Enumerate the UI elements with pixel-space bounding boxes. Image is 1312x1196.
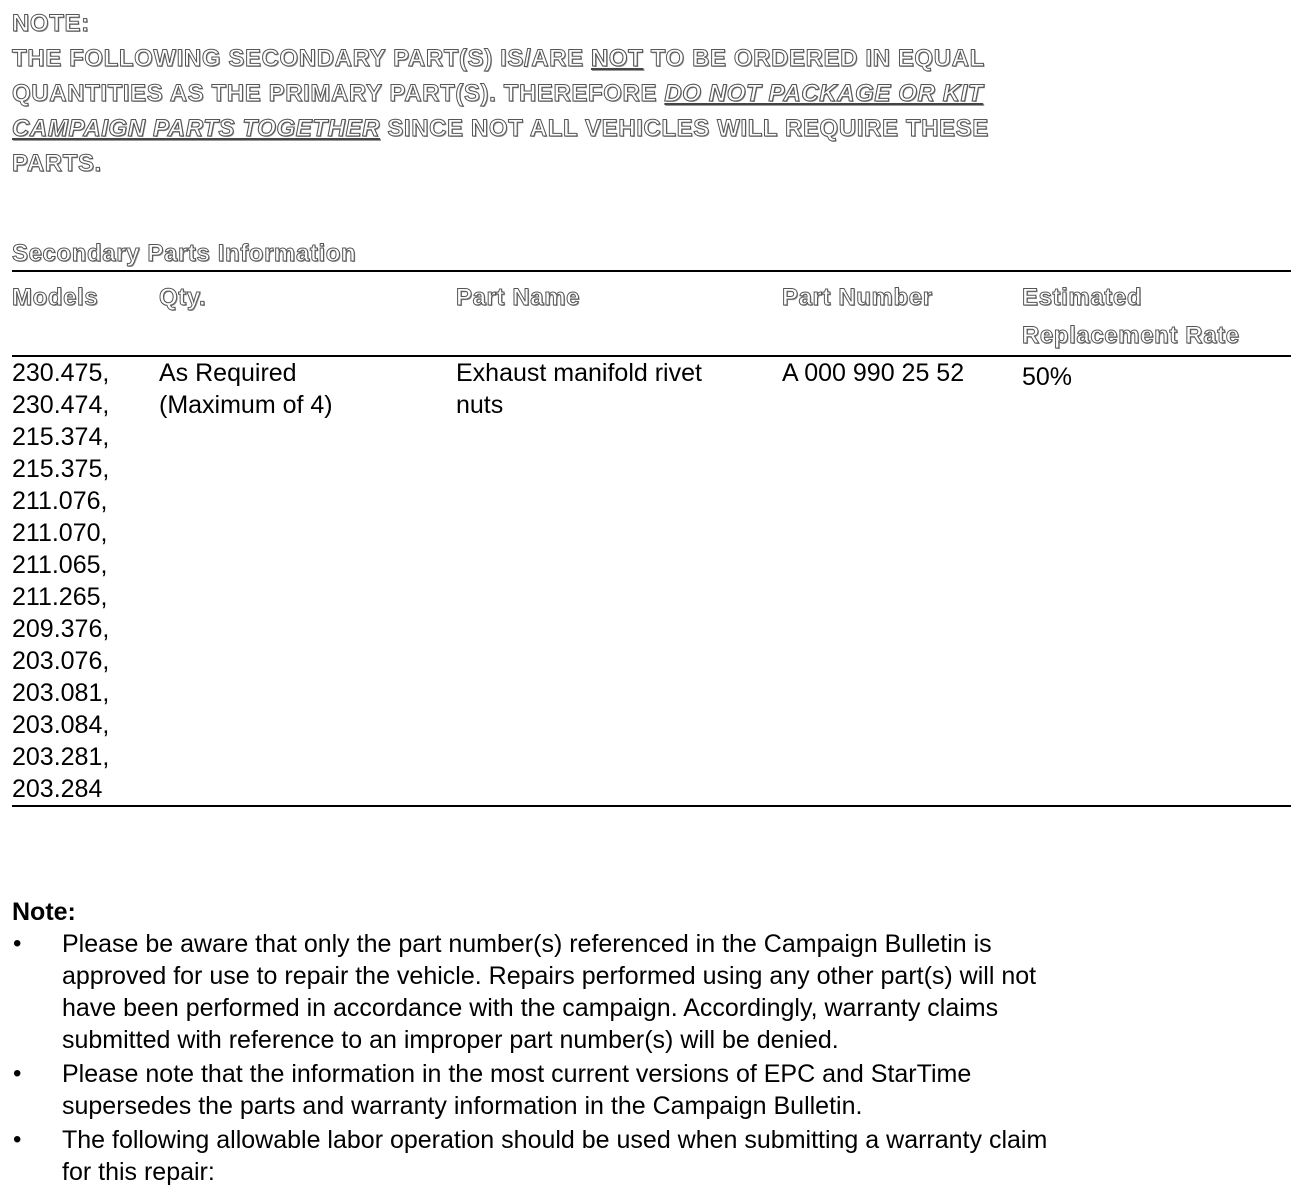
model-code: 230.475, — [12, 359, 110, 387]
table-header-row — [12, 271, 1291, 356]
model-code: 211.065, — [12, 551, 108, 579]
model-code: 203.281, — [12, 743, 110, 771]
header-part-name: Part Name — [456, 271, 782, 356]
secondary-parts-notice — [12, 6, 1212, 181]
part-number: A 000 990 25 52 — [782, 359, 965, 387]
note-line: Please note that the information in the most current versions of EPC and StarTime — [62, 1060, 972, 1088]
notice-line-3 — [12, 111, 1212, 146]
note-title: Note: — [12, 898, 76, 926]
notice-emphasis-do-not-package: DO NOT PACKAGE OR KIT — [664, 80, 984, 107]
model-code: 230.474, — [12, 391, 110, 419]
note-line: The following allowable labor operation should be used when submitting a warranty claim — [62, 1126, 1048, 1154]
notice-text: QUANTITIES AS THE PRIMARY PART(S). THEREFORE — [12, 80, 665, 107]
header-part-number: Part Number — [782, 271, 1022, 356]
cell-models — [12, 356, 159, 806]
model-code: 215.374, — [12, 423, 110, 451]
notice-text: THE FOLLOWING SECONDARY PART(S) IS/ARE — [12, 45, 591, 72]
notice-emphasis-not: NOT — [590, 45, 644, 72]
bullet-icon: • — [13, 1126, 22, 1153]
model-code: 215.375, — [12, 455, 110, 483]
model-code: 203.084, — [12, 711, 110, 739]
note-line: submitted with reference to an improper part number(s) will be denied. — [62, 1026, 839, 1054]
header-rate-line: Replacement Rate — [1022, 322, 1240, 349]
model-code: 203.284 — [12, 775, 103, 803]
qty-line: As Required — [159, 359, 297, 387]
bullet-icon: • — [13, 1060, 22, 1087]
bullet-icon: • — [13, 930, 22, 957]
section-title: Secondary Parts Information — [12, 240, 357, 267]
replacement-rate: 50% — [1022, 363, 1073, 391]
model-code: 211.076, — [12, 487, 108, 515]
notice-line-1 — [12, 41, 1212, 76]
notice-text: TO BE ORDERED IN EQUAL — [643, 45, 985, 72]
list-item — [12, 1124, 1222, 1188]
model-code: 209.376, — [12, 615, 110, 643]
note-line: supersedes the parts and warranty information in the Campaign Bulletin. — [62, 1092, 863, 1120]
header-rate-line: Estimated — [1022, 284, 1143, 311]
cell-replacement-rate — [1022, 356, 1291, 806]
model-code: 203.081, — [12, 679, 110, 707]
notice-line-4: PARTS. — [12, 150, 102, 177]
part-name-line: Exhaust manifold rivet — [456, 359, 702, 387]
notice-emphasis-campaign-parts: CAMPAIGN PARTS TOGETHER — [12, 115, 381, 142]
header-replacement-rate — [1022, 271, 1291, 356]
note-line: have been performed in accordance with the campaign. Accordingly, warranty claims — [62, 994, 999, 1022]
table-row — [12, 356, 1291, 806]
cell-part-number — [782, 356, 1022, 806]
cell-qty — [159, 356, 456, 806]
list-item — [12, 1058, 1222, 1122]
model-code: 203.076, — [12, 647, 110, 675]
model-code: 211.265, — [12, 583, 108, 611]
model-code: 211.070, — [12, 519, 108, 547]
note-line: Please be aware that only the part number(s) referenced in the Campaign Bulletin is — [62, 930, 992, 958]
qty-line: (Maximum of 4) — [159, 391, 333, 419]
header-models: Models — [12, 271, 159, 356]
note-line: for this repair: — [62, 1158, 215, 1186]
notice-heading: NOTE: — [12, 10, 90, 37]
part-name-line: nuts — [456, 391, 504, 419]
secondary-parts-table — [12, 270, 1291, 807]
note-line: approved for use to repair the vehicle. Repairs performed using any other part(s) will not — [62, 962, 1037, 990]
notice-text: SINCE NOT ALL VEHICLES WILL REQUIRE THESE — [380, 115, 989, 142]
cell-part-name — [456, 356, 782, 806]
list-item — [12, 928, 1222, 1056]
header-qty: Qty. — [159, 271, 456, 356]
notice-line-2 — [12, 76, 1212, 111]
note-bullet-list — [12, 928, 1222, 1190]
